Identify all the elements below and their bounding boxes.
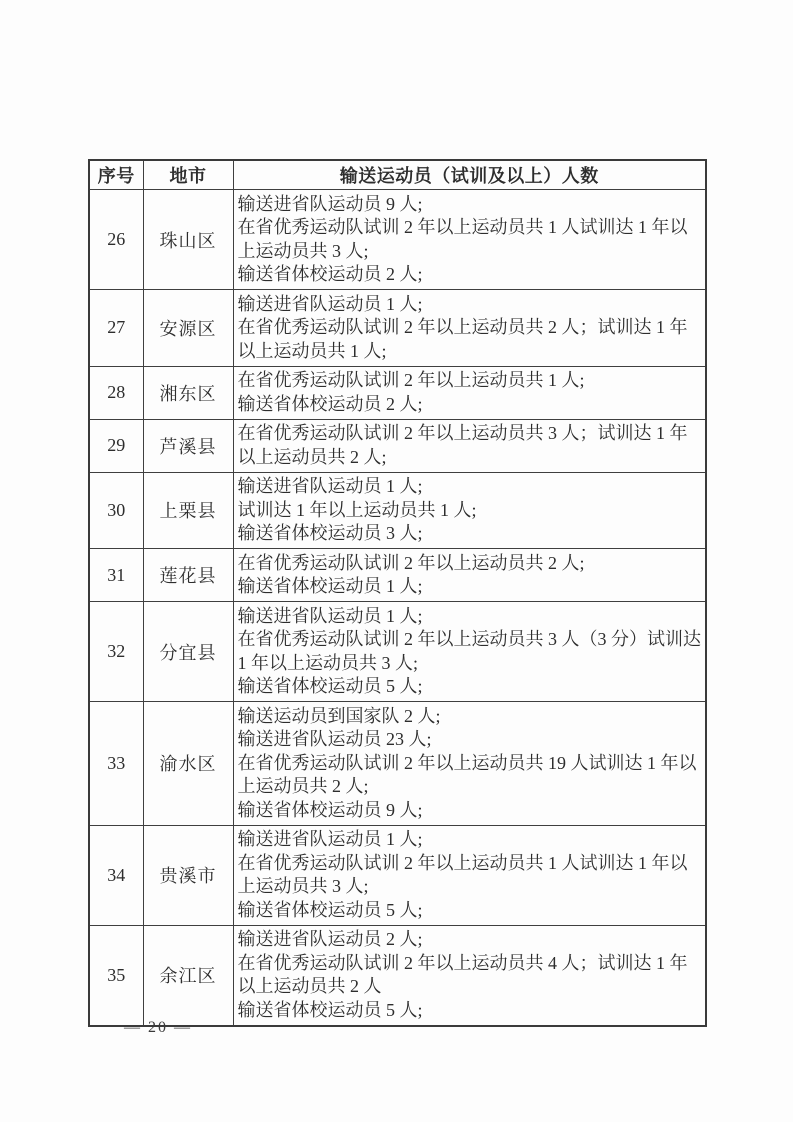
athlete-count-cell: [233, 602, 706, 702]
table-row: [89, 825, 706, 925]
athlete-count-line: 上运动员共 3 人;: [237, 240, 369, 261]
athlete-count-line: 在省优秀运动队试训 2 年以上运动员共 4 人；试训达 1 年: [237, 952, 688, 973]
athlete-count-line: 上运动员共 2 人;: [237, 776, 369, 796]
athlete-count-cell: [233, 290, 706, 367]
athlete-count-line: 输送进省队运动员 1 人;: [237, 476, 423, 496]
athlete-count-cell: [233, 702, 706, 826]
city-cell: 分宜县: [143, 602, 233, 702]
page-number: — 20 —: [124, 1019, 192, 1036]
athlete-count-line: 在省优秀运动队试训 2 年以上运动员共 2 人;: [237, 552, 585, 573]
athlete-count-line: 输送省体校运动员 5 人;: [237, 899, 423, 920]
header-serial-number: 序号: [89, 160, 143, 190]
city-cell: 上栗县: [143, 472, 233, 549]
serial-number-cell: 30: [89, 472, 143, 549]
table-row: [89, 472, 706, 549]
athlete-count-line: 输送省体校运动员 9 人;: [237, 799, 423, 820]
city-cell: 湘东区: [143, 366, 233, 419]
athlete-count-cell: [233, 366, 706, 419]
serial-number-cell: 26: [89, 190, 143, 290]
city-cell: 余江区: [143, 925, 233, 1026]
athlete-count-line: 试训达 1 年以上运动员共 1 人;: [237, 499, 477, 520]
table-row: [89, 290, 706, 367]
athlete-count-line: 在省优秀运动队试训 2 年以上运动员共 2 人；试训达 1 年: [237, 317, 688, 337]
athlete-count-cell: [233, 419, 706, 472]
serial-number-cell: 29: [89, 419, 143, 472]
table-header-row: [89, 160, 706, 190]
table-row: [89, 419, 706, 472]
serial-number-cell: 27: [89, 290, 143, 367]
athlete-count-cell: [233, 472, 706, 549]
athlete-count-cell: [233, 190, 706, 290]
athlete-count-line: 输送运动员到国家队 2 人;: [237, 705, 441, 726]
athlete-count-line: 输送进省队运动员 1 人;: [237, 605, 423, 626]
header-athlete-count: 输送运动员（试训及以上）人数: [233, 160, 706, 190]
athlete-count-line: 以上运动员共 2 人: [237, 976, 382, 996]
athlete-count-line: 输送进省队运动员 9 人;: [237, 193, 423, 214]
athlete-count-line: 在省优秀运动队试训 2 年以上运动员共 3 人；试训达 1 年: [237, 423, 688, 443]
athlete-count-line: 输送进省队运动员 1 人;: [237, 829, 423, 849]
city-cell: 珠山区: [143, 190, 233, 290]
athlete-count-line: 输送省体校运动员 2 人;: [237, 393, 423, 414]
athlete-count-cell: [233, 825, 706, 925]
athlete-count-line: 输送省体校运动员 3 人;: [237, 523, 423, 543]
athlete-count-line: 输送进省队运动员 1 人;: [237, 293, 423, 314]
athlete-count-line: 在省优秀运动队试训 2 年以上运动员共 19 人试训达 1 年以: [237, 752, 697, 773]
athlete-count-line: 输送进省队运动员 23 人;: [237, 729, 432, 749]
athlete-count-cell: [233, 549, 706, 602]
athlete-count-line: 1 年以上运动员共 3 人;: [237, 652, 419, 673]
athlete-count-line: 在省优秀运动队试训 2 年以上运动员共 1 人;: [237, 370, 585, 390]
table-row: [89, 366, 706, 419]
city-cell: 渝水区: [143, 702, 233, 826]
city-cell: 芦溪县: [143, 419, 233, 472]
athlete-count-line: 上运动员共 3 人;: [237, 876, 369, 896]
athlete-count-line: 输送省体校运动员 5 人;: [237, 999, 423, 1020]
city-cell: 莲花县: [143, 549, 233, 602]
serial-number-cell: 28: [89, 366, 143, 419]
city-cell: 贵溪市: [143, 825, 233, 925]
athlete-count-line: 在省优秀运动队试训 2 年以上运动员共 1 人试训达 1 年以: [237, 217, 688, 237]
city-cell: 安源区: [143, 290, 233, 367]
serial-number-cell: 34: [89, 825, 143, 925]
athlete-count-line: 输送省体校运动员 1 人;: [237, 576, 423, 596]
athlete-count-line: 以上运动员共 1 人;: [237, 340, 387, 361]
athlete-count-line: 在省优秀运动队试训 2 年以上运动员共 1 人试训达 1 年以: [237, 852, 688, 873]
athlete-count-line: 输送进省队运动员 2 人;: [237, 929, 423, 949]
table-row: [89, 702, 706, 826]
athlete-count-line: 在省优秀运动队试训 2 年以上运动员共 3 人（3 分）试训达: [237, 629, 701, 649]
athlete-count-line: 输送省体校运动员 2 人;: [237, 264, 423, 284]
serial-number-cell: 33: [89, 702, 143, 826]
serial-number-cell: 35: [89, 925, 143, 1026]
athlete-count-cell: [233, 925, 706, 1026]
table-row: [89, 602, 706, 702]
athlete-count-line: 输送省体校运动员 5 人;: [237, 676, 423, 696]
serial-number-cell: 31: [89, 549, 143, 602]
serial-number-cell: 32: [89, 602, 143, 702]
table-row: [89, 549, 706, 602]
table-row: [89, 925, 706, 1026]
athlete-transfer-table: [88, 159, 707, 1027]
athlete-count-line: 以上运动员共 2 人;: [237, 446, 387, 467]
table-row: [89, 190, 706, 290]
header-city: 地市: [143, 160, 233, 190]
